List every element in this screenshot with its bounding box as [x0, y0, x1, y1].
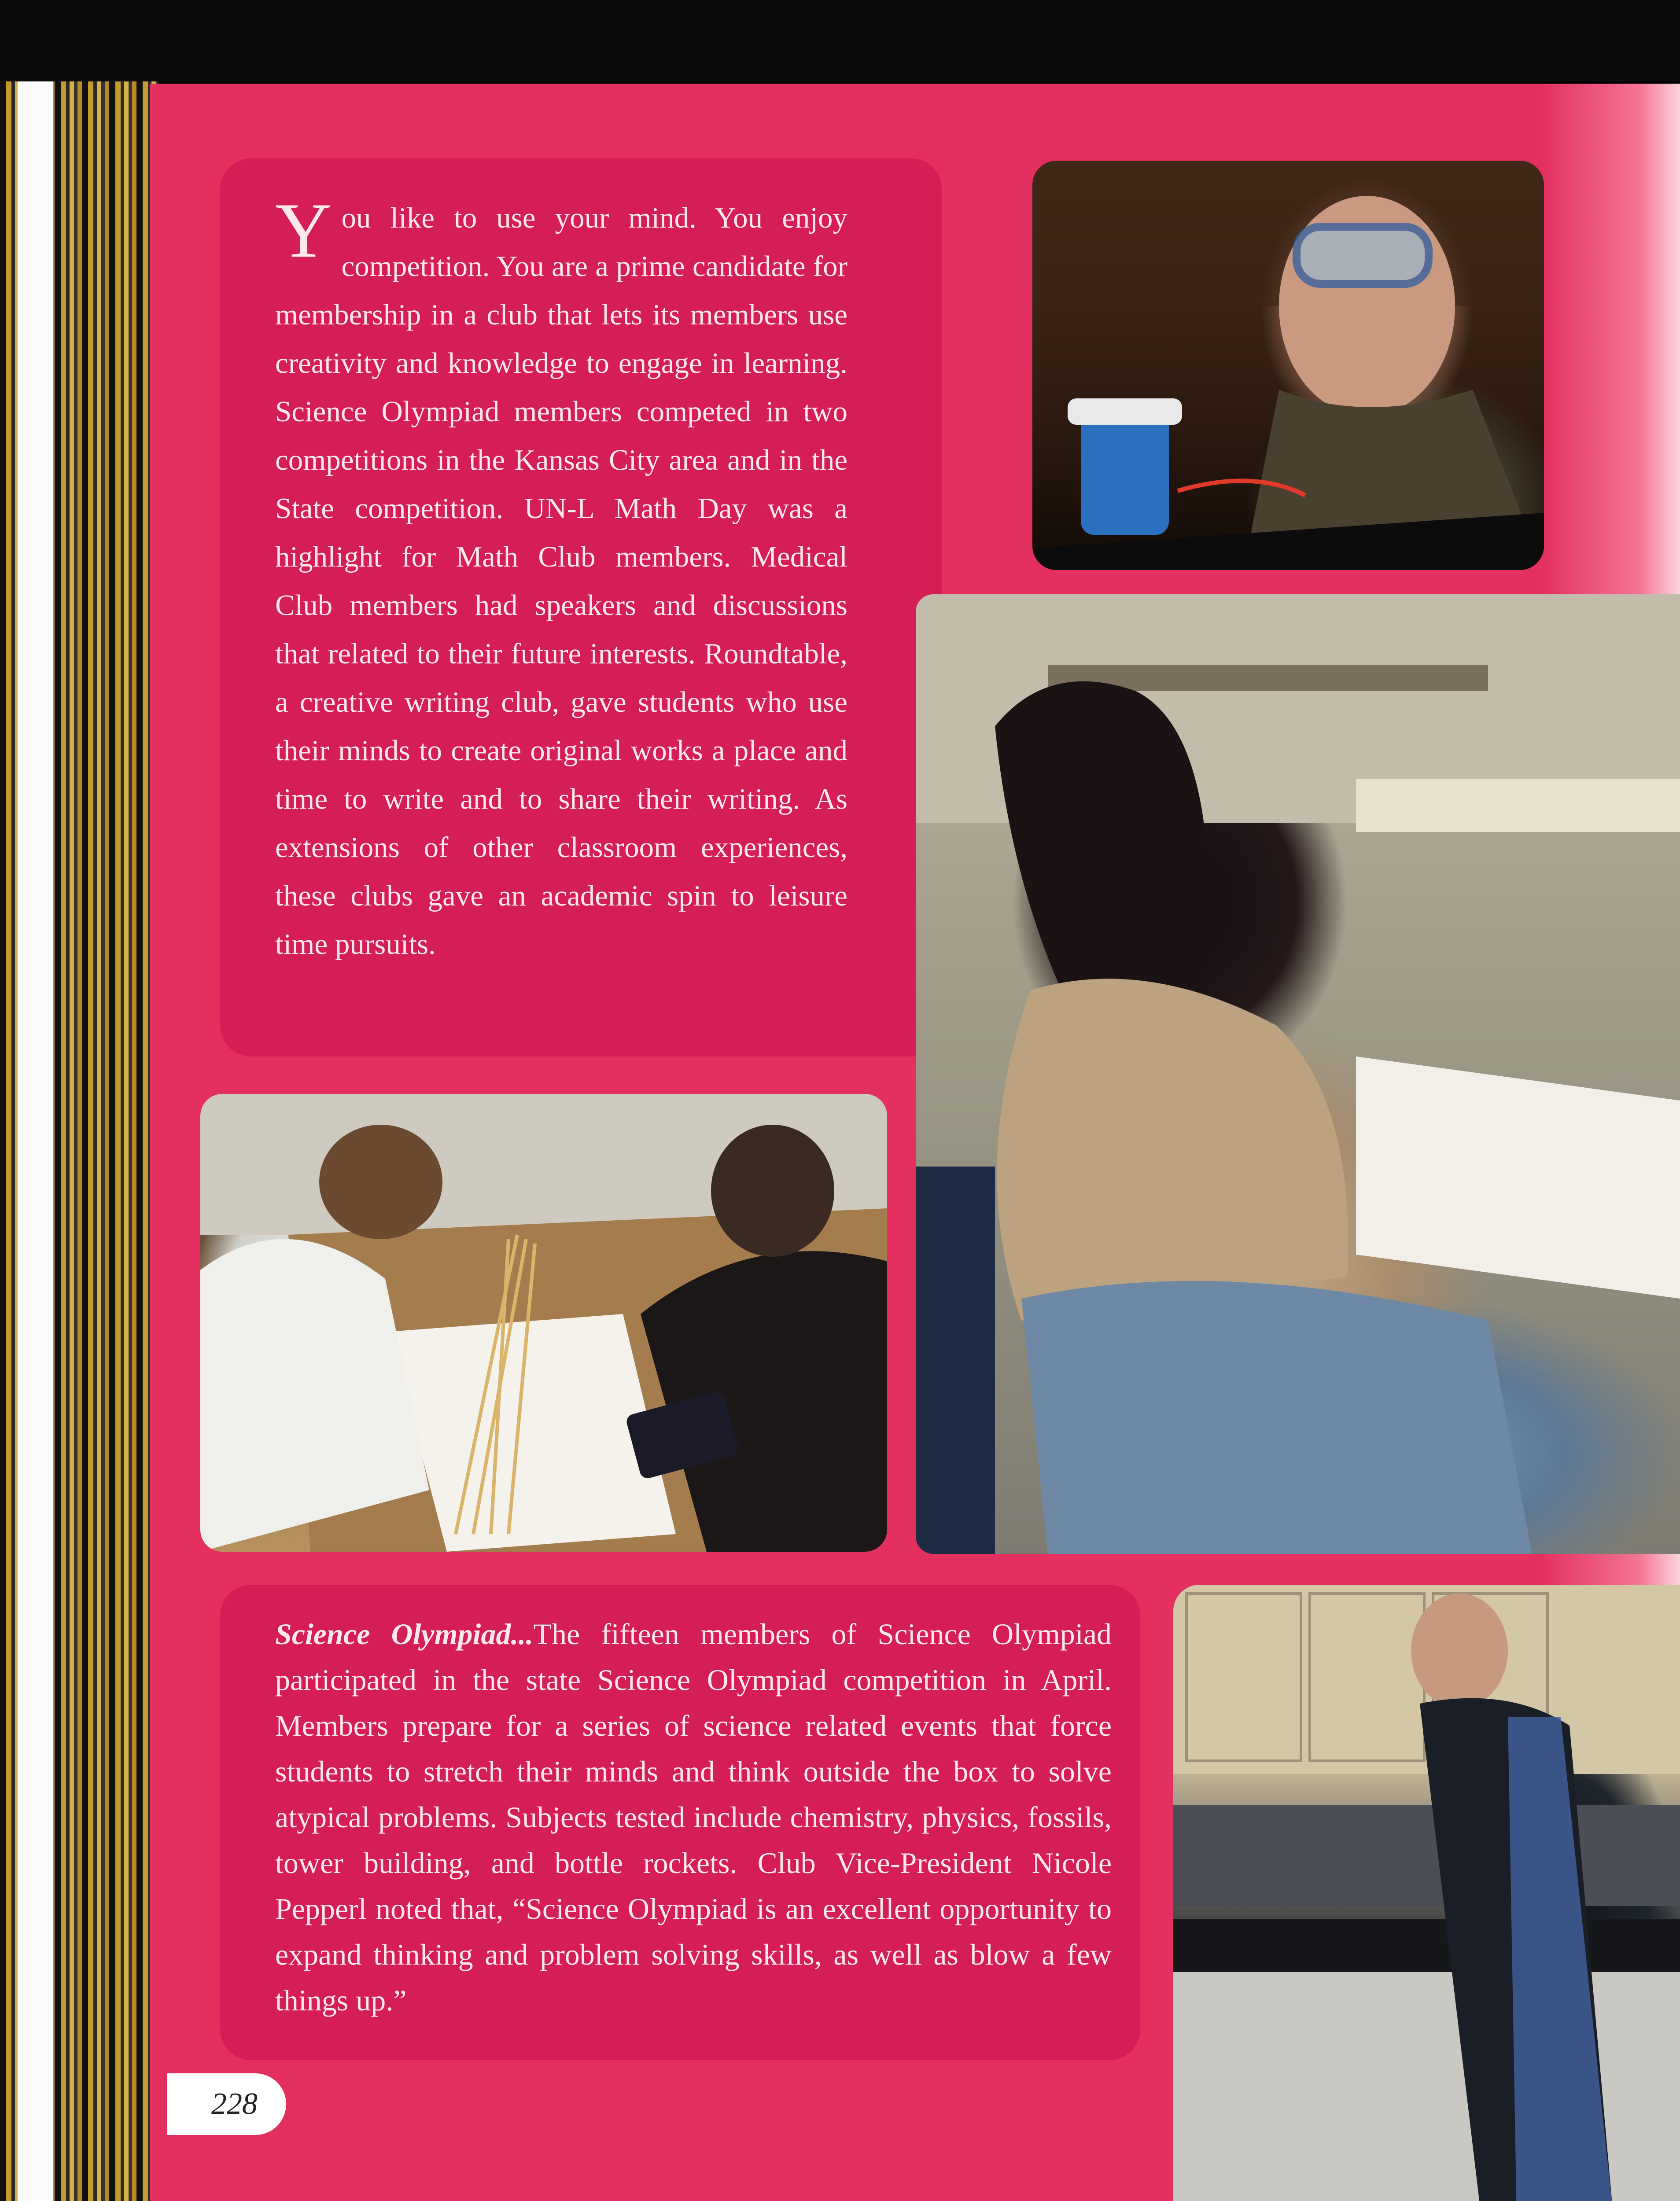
photo-tower-building	[200, 1094, 887, 1552]
intro-body: ou like to use your mind. You enjoy competition. You are a prime candidate for membership in a club that lets its members use creativity and knowledge to engage in learning. Science Olympiad members competed in two competitions in the Kansas City area and in the State competition. UN-L Math Day was a highlight for Math Club members. Medical Club members had speakers and discussions that related to their future interests. Roundtable, a creative writing club, gave students who use their minds to create original works a place and time to write and to share their writing. As extensions of other classroom experiences, these clubs gave an academic spin to leisure time pursuits.	[275, 202, 847, 961]
book-page-edges	[0, 81, 158, 2201]
goggles-photo-art	[1032, 161, 1544, 570]
writing-photo-art	[916, 594, 1680, 1554]
drop-cap: Y	[275, 187, 332, 274]
intro-paragraph	[275, 187, 847, 968]
caption-lead-in: Science Olympiad...	[275, 1617, 534, 1651]
lab-photo-art	[1173, 1585, 1680, 2201]
page-number: 228	[211, 2087, 258, 2121]
tower-photo-art	[200, 1094, 887, 1552]
scan-top-border	[0, 0, 1680, 81]
photo-student-writing	[916, 594, 1680, 1554]
photo-student-goggles	[1032, 161, 1544, 570]
caption-paragraph	[275, 1611, 1112, 2023]
photo-lab-experiment	[1173, 1585, 1680, 2201]
caption-body: The fifteen members of Science Olympiad participated in the state Science Olympiad competition in April. Members prepare for a series of science related events that force students to stretch their minds and think outside the box to solve atypical problems. Subjects tested include chemistry, physics, fossils, tower building, and bottle rockets. Club Vice-President Nicole Pepperl noted that, “Science Olympiad is an excellent opportunity to expand thinking and problem solving skills, as well as blow a few things up.”	[275, 1617, 1112, 2017]
page-edge-strip	[18, 81, 53, 2201]
